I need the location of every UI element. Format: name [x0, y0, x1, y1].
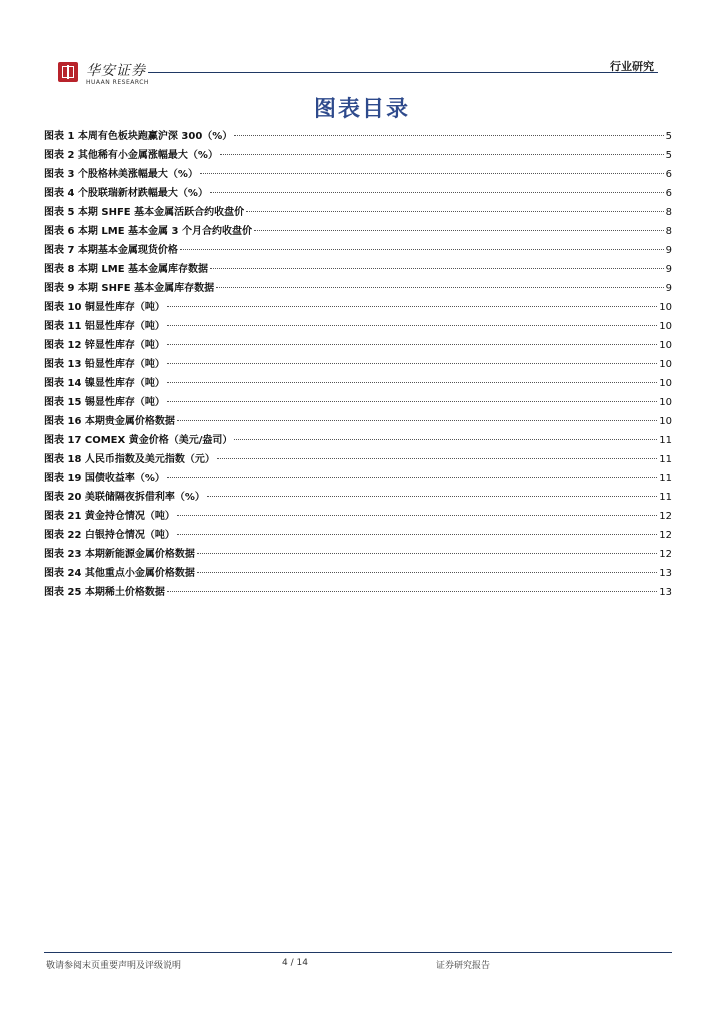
toc-entry[interactable] — [44, 545, 672, 564]
toc-dot-leader — [167, 362, 657, 364]
toc-dot-leader — [167, 343, 657, 345]
toc-entry[interactable] — [44, 260, 672, 279]
toc-dot-leader — [207, 495, 657, 497]
toc-entry-page: 10 — [659, 416, 672, 427]
section-tag: 行业研究 — [610, 60, 654, 73]
toc-entry[interactable] — [44, 241, 672, 260]
toc-entry-title: 图表 23 本期新能源金属价格数据 — [44, 549, 195, 560]
toc-entry-title: 图表 8 本期 LME 基本金属库存数据 — [44, 264, 209, 275]
toc-dot-leader — [210, 267, 664, 269]
toc-entry-page: 10 — [659, 302, 672, 313]
toc-entry[interactable] — [44, 336, 672, 355]
logo-english-name: HUAAN RESEARCH — [86, 79, 149, 86]
toc-entry-page: 9 — [665, 283, 672, 294]
toc-entry-title: 图表 16 本期贵金属价格数据 — [44, 416, 175, 427]
toc-entry-page: 12 — [659, 511, 672, 522]
toc-entry[interactable] — [44, 526, 672, 545]
toc-dot-leader — [234, 438, 657, 440]
toc-entry[interactable] — [44, 165, 672, 184]
toc-entry-page: 6 — [665, 188, 672, 199]
toc-entry-title: 图表 13 铅显性库存（吨） — [44, 359, 165, 370]
toc-dot-leader — [167, 590, 657, 592]
toc-entry[interactable] — [44, 298, 672, 317]
toc-entry-title: 图表 22 白银持仓情况（吨） — [44, 530, 175, 541]
toc-entry-page: 9 — [665, 264, 672, 275]
toc-entry[interactable] — [44, 583, 672, 602]
toc-entry-title: 图表 17 COMEX 黄金价格（美元/盎司） — [44, 435, 233, 446]
footer-disclaimer: 敬请参阅末页重要声明及评级说明 — [46, 961, 182, 971]
toc-entry-title: 图表 9 本期 SHFE 基本金属库存数据 — [44, 283, 215, 294]
toc-dot-leader — [177, 419, 657, 421]
toc-entry[interactable] — [44, 184, 672, 203]
toc-dot-leader — [246, 210, 664, 212]
toc-entry-page: 10 — [659, 397, 672, 408]
toc-dot-leader — [254, 229, 664, 231]
header-divider — [148, 72, 658, 73]
toc-entry-page: 12 — [659, 530, 672, 541]
toc-entry-page: 13 — [659, 587, 672, 598]
toc-entry-page: 11 — [659, 435, 672, 446]
toc-dot-leader — [167, 381, 657, 383]
toc-dot-leader — [197, 571, 657, 573]
toc-entry[interactable] — [44, 393, 672, 412]
toc-entry-title: 图表 18 人民币指数及美元指数（元） — [44, 454, 215, 465]
toc-entry-title: 图表 25 本期稀土价格数据 — [44, 587, 165, 598]
toc-entry-title: 图表 7 本期基本金属现货价格 — [44, 245, 178, 256]
toc-entry-page: 10 — [659, 378, 672, 389]
toc-entry-title: 图表 19 国债收益率（%） — [44, 473, 165, 484]
toc-entry-page: 8 — [665, 207, 672, 218]
toc-entry[interactable] — [44, 450, 672, 469]
toc-dot-leader — [180, 248, 664, 250]
toc-entry-title: 图表 1 本周有色板块跑赢沪深 300（%） — [44, 131, 233, 142]
toc-entry-page: 10 — [659, 321, 672, 332]
toc-dot-leader — [177, 533, 657, 535]
toc-entry-title: 图表 21 黄金持仓情况（吨） — [44, 511, 175, 522]
table-of-figures — [44, 127, 672, 602]
toc-dot-leader — [197, 552, 657, 554]
toc-entry[interactable] — [44, 317, 672, 336]
toc-dot-leader — [216, 286, 664, 288]
toc-entry[interactable] — [44, 146, 672, 165]
toc-entry-page: 12 — [659, 549, 672, 560]
toc-entry[interactable] — [44, 564, 672, 583]
toc-entry[interactable] — [44, 355, 672, 374]
footer-report-type: 证券研究报告 — [436, 961, 491, 971]
toc-entry-title: 图表 2 其他稀有小金属涨幅最大（%） — [44, 150, 218, 161]
toc-entry-title: 图表 3 个股格林美涨幅最大（%） — [44, 169, 198, 180]
toc-entry-title: 图表 6 本期 LME 基本金属 3 个月合约收盘价 — [44, 226, 252, 237]
toc-entry[interactable] — [44, 431, 672, 450]
toc-entry[interactable] — [44, 507, 672, 526]
toc-entry-title: 图表 14 镍显性库存（吨） — [44, 378, 165, 389]
toc-dot-leader — [200, 172, 664, 174]
toc-dot-leader — [217, 457, 657, 459]
page-title: 图表目录 — [313, 97, 410, 122]
toc-entry-title: 图表 24 其他重点小金属价格数据 — [44, 568, 195, 579]
toc-dot-leader — [167, 324, 657, 326]
toc-entry[interactable] — [44, 203, 672, 222]
company-logo-icon — [58, 62, 78, 82]
toc-entry-page: 5 — [665, 150, 672, 161]
toc-dot-leader — [177, 514, 657, 516]
toc-entry[interactable] — [44, 469, 672, 488]
toc-entry-page: 11 — [659, 473, 672, 484]
toc-entry[interactable] — [44, 279, 672, 298]
toc-entry-page: 6 — [665, 169, 672, 180]
toc-entry-page: 11 — [659, 492, 672, 503]
toc-dot-leader — [167, 400, 657, 402]
toc-entry-page: 5 — [665, 131, 672, 142]
toc-entry-page: 11 — [659, 454, 672, 465]
toc-entry[interactable] — [44, 374, 672, 393]
toc-entry-title: 图表 5 本期 SHFE 基本金属活跃合约收盘价 — [44, 207, 245, 218]
toc-entry[interactable] — [44, 127, 672, 146]
toc-dot-leader — [167, 476, 657, 478]
footer-page-number: 4 / 14 — [282, 958, 308, 968]
toc-dot-leader — [167, 305, 657, 307]
toc-entry-title: 图表 12 锌显性库存（吨） — [44, 340, 165, 351]
toc-entry-title: 图表 15 锡显性库存（吨） — [44, 397, 165, 408]
toc-entry[interactable] — [44, 222, 672, 241]
toc-entry-page: 9 — [665, 245, 672, 256]
toc-entry-page: 10 — [659, 340, 672, 351]
logo-chinese-name: 华安证券 — [86, 63, 146, 79]
toc-entry[interactable] — [44, 488, 672, 507]
toc-entry-page: 13 — [659, 568, 672, 579]
footer-divider — [44, 952, 672, 953]
toc-entry-title: 图表 11 铝显性库存（吨） — [44, 321, 165, 332]
toc-entry-page: 10 — [659, 359, 672, 370]
toc-entry[interactable] — [44, 412, 672, 431]
toc-entry-title: 图表 20 美联储隔夜拆借利率（%） — [44, 492, 205, 503]
page-header — [0, 0, 724, 95]
toc-entry-title: 图表 10 铜显性库存（吨） — [44, 302, 165, 313]
toc-dot-leader — [234, 134, 663, 136]
toc-dot-leader — [220, 153, 664, 155]
toc-entry-title: 图表 4 个股联瑞新材跌幅最大（%） — [44, 188, 208, 199]
toc-entry-page: 8 — [665, 226, 672, 237]
toc-dot-leader — [210, 191, 664, 193]
